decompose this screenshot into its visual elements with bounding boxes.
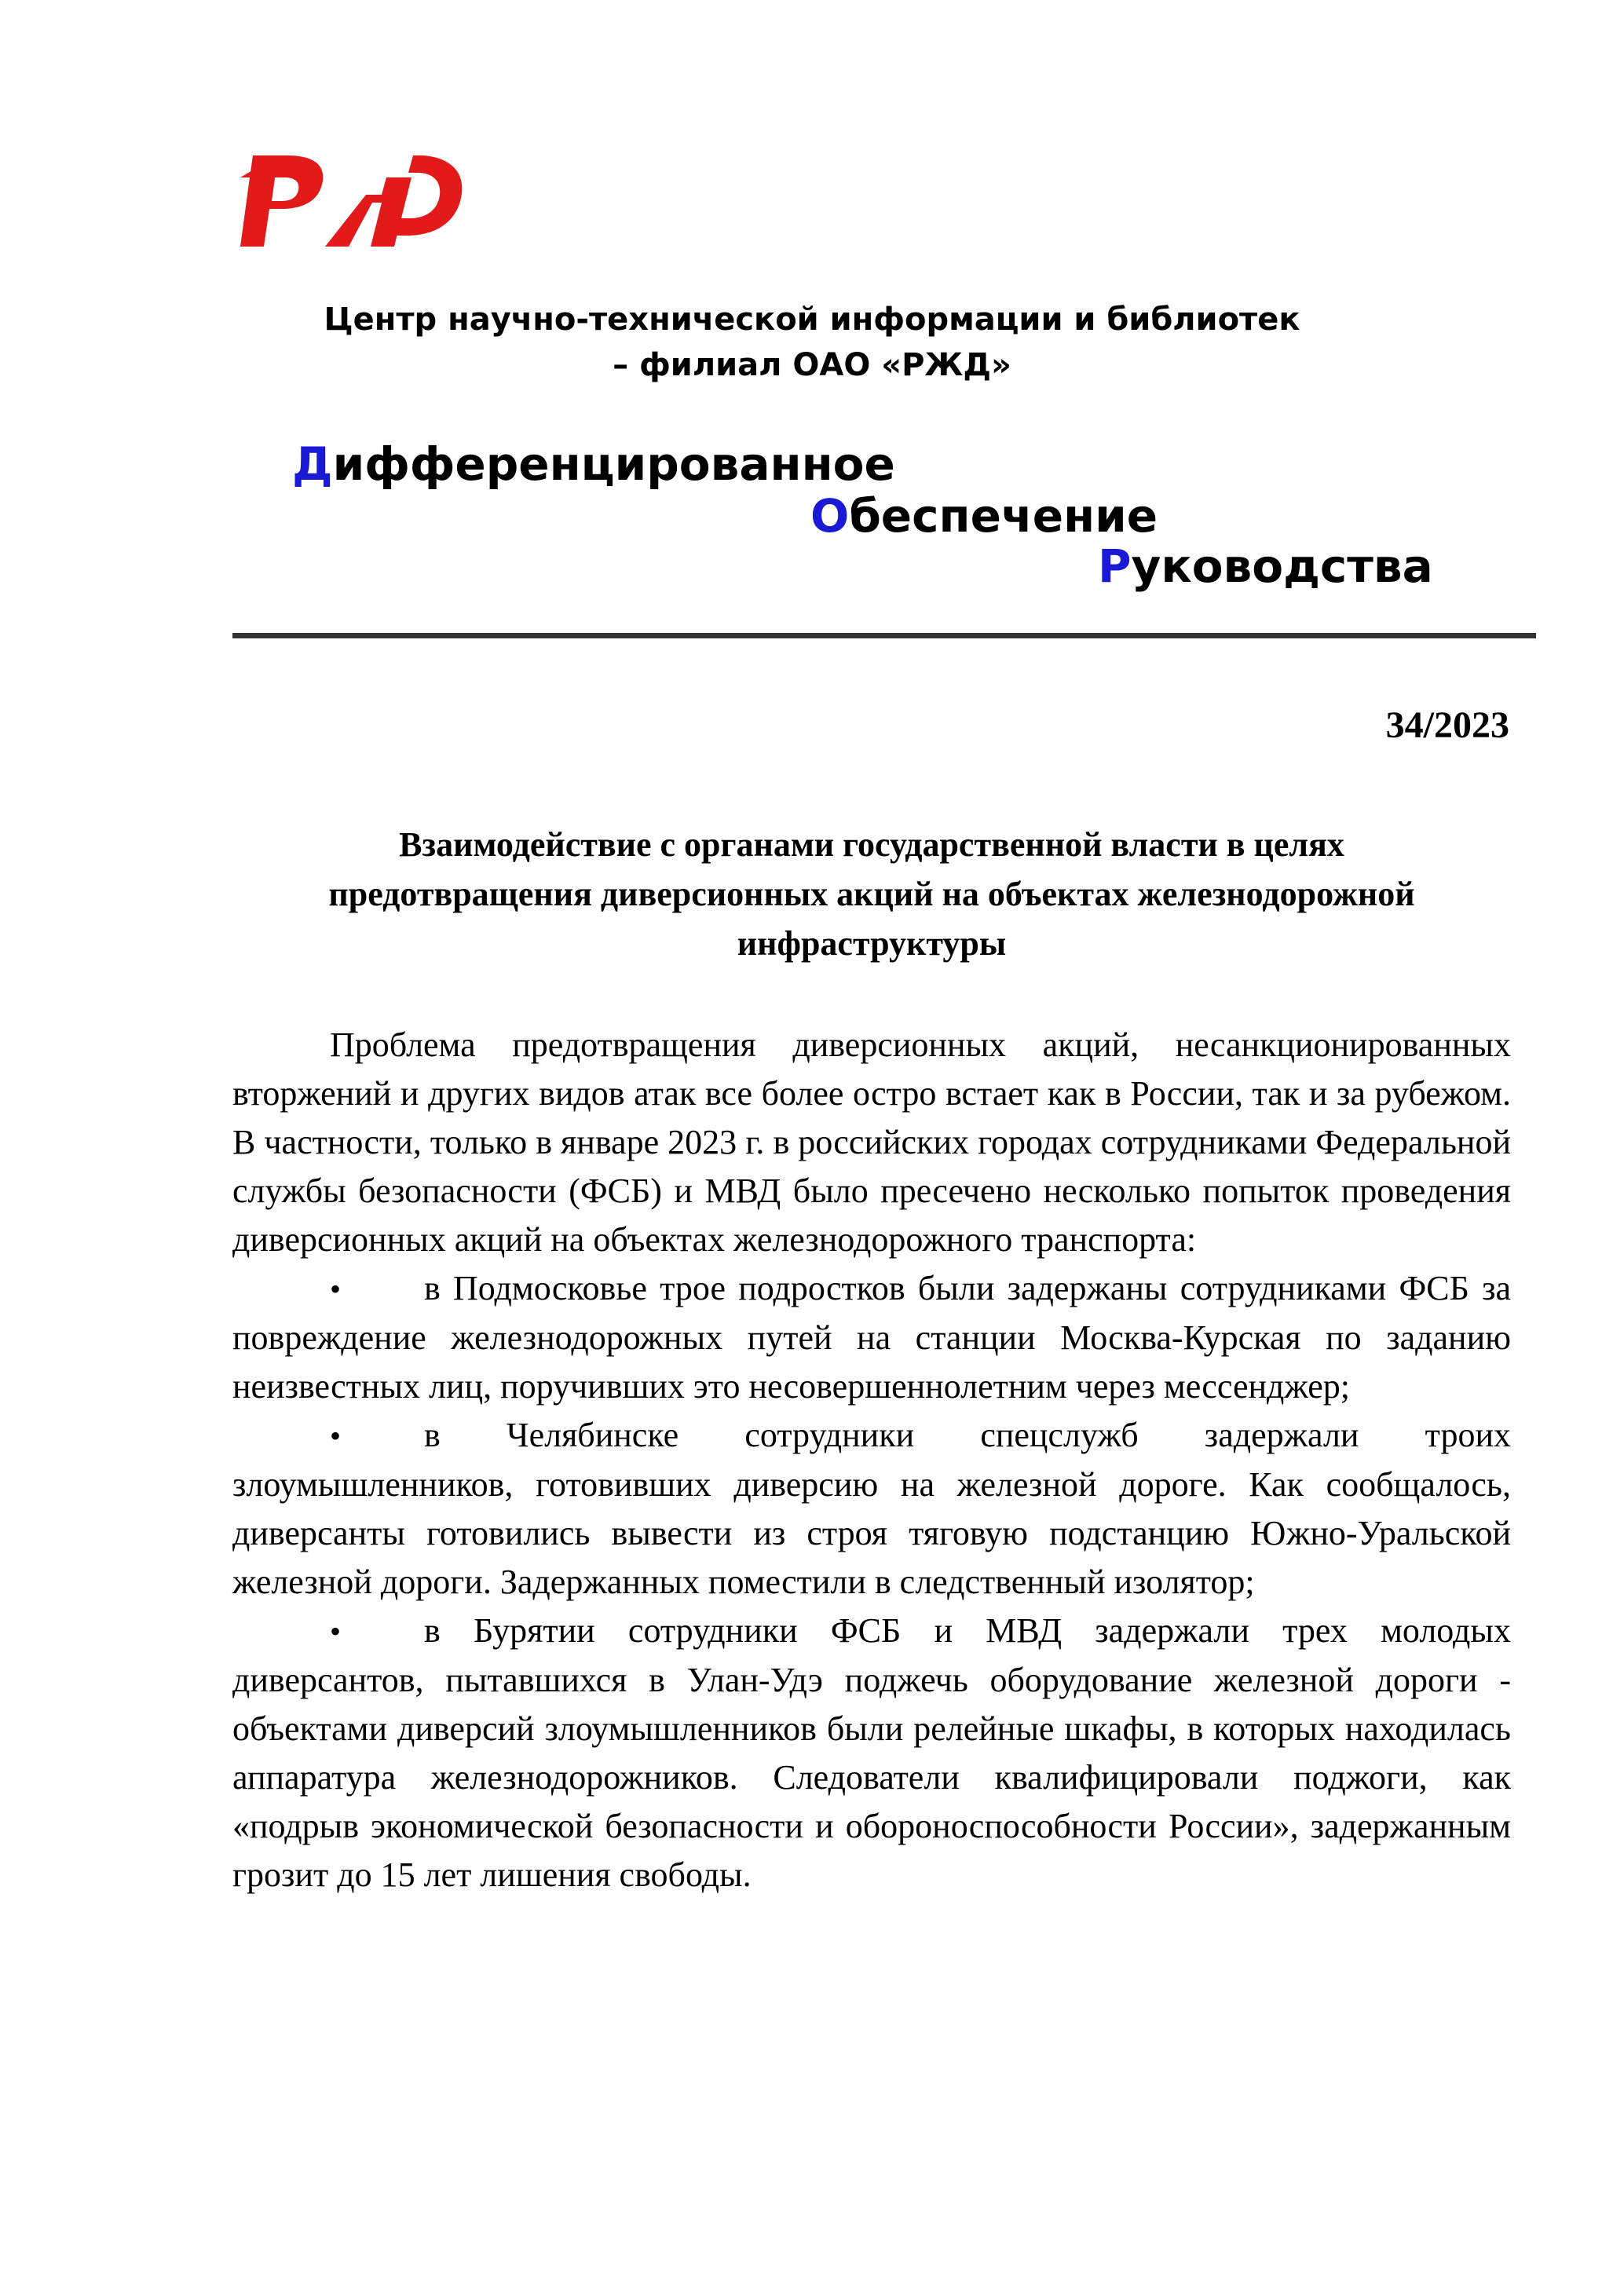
bullet-icon: • bbox=[330, 1614, 342, 1649]
article-title-line-1: Взаимодействие с органами государственной власти в целях bbox=[399, 825, 1344, 864]
list-item-text: в Челябинске сотрудники спецслужб задержали троих злоумышленников, готовивших диверсию на железной дороге. Как сообщалось, диверсанты готовились вывести из строя тяговую подстанцию Южно-Уральской железной дороги. Задержанных поместили в следственный изолятор; bbox=[232, 1416, 1511, 1601]
bullet-icon: • bbox=[330, 1271, 342, 1307]
issue-number: 34/2023 bbox=[1385, 704, 1509, 746]
dor-word-provision bbox=[810, 488, 1158, 543]
article-title-line-2: предотвращения диверсионных акций на объектах железнодорожной bbox=[328, 875, 1415, 913]
dor-word-differentiated bbox=[292, 437, 895, 492]
organization-title bbox=[236, 297, 1388, 388]
dor-initial-o: О bbox=[810, 489, 850, 543]
list-item bbox=[232, 1411, 1511, 1607]
rzd-logo bbox=[232, 154, 466, 256]
dor-initial-d: Д bbox=[292, 437, 333, 491]
bullet-icon: • bbox=[330, 1418, 342, 1453]
dor-word-rest: уководства bbox=[1131, 539, 1433, 593]
dor-word-rest: ифференцированное bbox=[332, 437, 895, 491]
dor-word-rest: беспечение bbox=[849, 489, 1158, 543]
header-divider bbox=[232, 633, 1536, 638]
list-item-text: в Подмосковье трое подростков были задержаны сотрудниками ФСБ за повреждение железнодорожных путей на станции Москва-Курская по заданию неизвестных лиц, поручивших это несовершеннолетним через мессенджер; bbox=[232, 1269, 1511, 1406]
list-item bbox=[232, 1607, 1511, 1899]
article-title bbox=[236, 820, 1508, 968]
list-item-text: в Бурятии сотрудники ФСБ и МВД задержали трех молодых диверсантов, пытавшихся в Улан-Удэ поджечь оборудование железной дороги - объектами диверсий злоумышленников были релейные шкафы, в которых находилась аппаратура железнодорожников. Следователи квалифицировали поджоги, как «подрыв экономической безопасности и обороноспособности России», задержанным грозит до 15 лет лишения свободы. bbox=[232, 1611, 1511, 1894]
dor-initial-r: Р bbox=[1098, 539, 1132, 593]
dor-word-management bbox=[1098, 539, 1433, 594]
organization-title-line-1: Центр научно-технической информации и библиотек bbox=[324, 302, 1300, 338]
organization-title-line-2: – филиал ОАО «РЖД» bbox=[613, 347, 1011, 383]
article-title-line-3: инфраструктуры bbox=[737, 924, 1007, 963]
intro-paragraph: Проблема предотвращения диверсионных акций, несанкционированных вторжений и других видов атак все более остро встает как в России, так и за рубежом. В частности, только в январе 2023 г. в российских городах сотрудниками Федеральной службы безопасности (ФСБ) и МВД было пресечено несколько попыток проведения диверсионных акций на объектах железнодорожного транспорта: bbox=[232, 1026, 1511, 1259]
rzd-logo-mark bbox=[232, 154, 466, 256]
article-body bbox=[232, 1021, 1511, 1899]
list-item bbox=[232, 1264, 1511, 1411]
